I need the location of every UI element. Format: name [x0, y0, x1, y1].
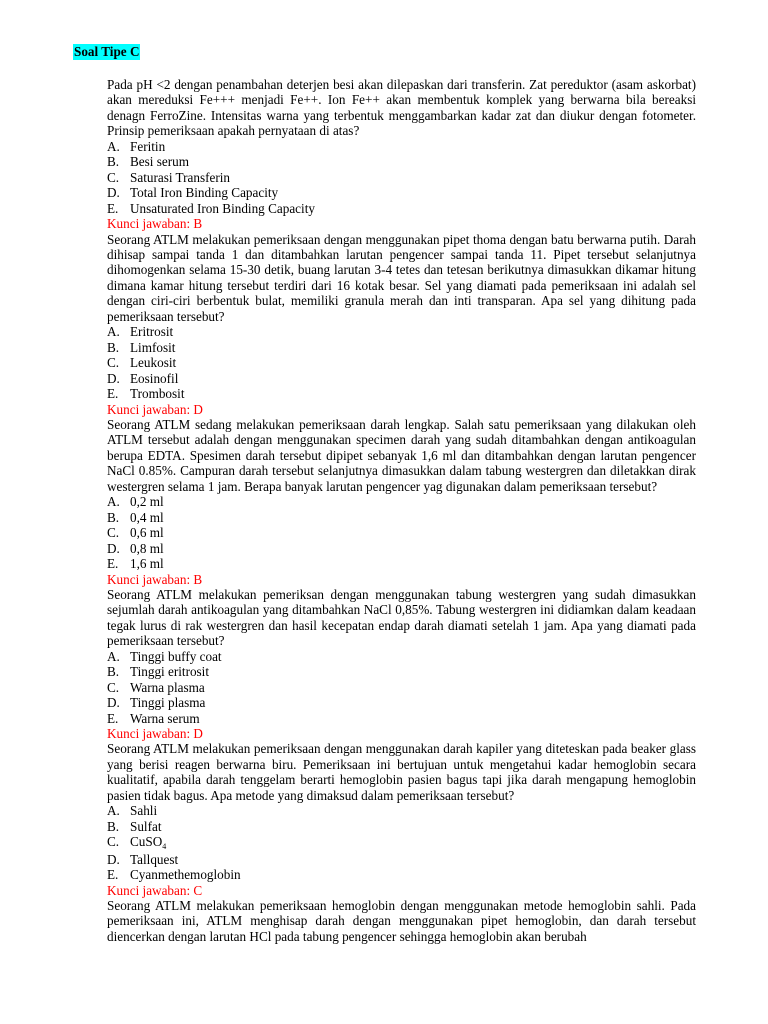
- option-text: [130, 170, 230, 185]
- answer-option: [107, 664, 696, 679]
- answer-option: [107, 510, 696, 525]
- option-text-main: Sulfat: [130, 818, 162, 834]
- question-text: Seorang ATLM melakukan pemeriksaan dengan menggunakan darah kapiler yang diteteskan pada beaker glass yang berisi reagen berwarna biru. Pemeriksaan ini bertujuan untuk mengetahui kadar hemoglobin secara kualitatif, apabila darah tenggelam berarti hemoglobin pasien bagus tapi jika darah mengapung hemoglobin pasien tidak bagus. Apa metode yang dimaksud dalam pemeriksaan tersebut?: [107, 741, 696, 803]
- option-text: [130, 340, 175, 355]
- option-letter: B.: [107, 664, 120, 680]
- option-text-main: Leukosit: [130, 355, 177, 371]
- option-text-main: Tinggi buffy coat: [130, 648, 222, 664]
- answer-option: [107, 494, 696, 509]
- option-text-main: Besi serum: [130, 154, 189, 170]
- option-text-main: Cyanmethemoglobin: [130, 867, 241, 883]
- option-text: [130, 711, 200, 726]
- answer-key: Kunci jawaban: B: [107, 216, 203, 232]
- option-letter: D.: [107, 185, 120, 201]
- option-text-main: Warna serum: [130, 710, 200, 726]
- option-letter: C.: [107, 679, 120, 695]
- option-letter: C.: [107, 169, 120, 185]
- option-text: [130, 556, 164, 571]
- option-text-main: Tinggi eritrosit: [130, 664, 210, 680]
- answer-option: [107, 556, 696, 571]
- option-text: [130, 867, 241, 882]
- answer-options: [107, 494, 696, 571]
- option-text: [130, 185, 278, 200]
- option-text-main: Tallquest: [130, 851, 179, 867]
- option-text: [130, 355, 176, 370]
- option-letter: D.: [107, 370, 120, 386]
- option-letter: B.: [107, 818, 120, 834]
- answer-option: [107, 340, 696, 355]
- option-letter: A.: [107, 494, 120, 510]
- question-text: Seorang ATLM melakukan pemeriksaan hemoglobin dengan menggunakan metode hemoglobin sahli. Pada pemeriksaan ini, ATLM menghisap darah dengan menggunakan pipet hemoglobin, dan darah tersebut diencerkan dengan larutan HCl pada tabung pengencer sehingga hemoglobin akan berubah: [107, 898, 696, 944]
- option-letter: A.: [107, 138, 120, 154]
- option-letter: B.: [107, 509, 120, 525]
- question-list: [107, 77, 696, 944]
- answer-option: [107, 867, 696, 882]
- answer-option: [107, 525, 696, 540]
- answer-option: [107, 324, 696, 339]
- option-text-main: 0,2 ml: [130, 494, 164, 510]
- option-text: [130, 154, 189, 169]
- option-text: [130, 819, 162, 834]
- option-text-main: 1,6 ml: [130, 556, 164, 572]
- option-text: [130, 386, 184, 401]
- option-text-main: 0,8 ml: [130, 540, 164, 556]
- option-letter: A.: [107, 803, 120, 819]
- option-letter: D.: [107, 540, 120, 556]
- option-text: [130, 695, 205, 710]
- option-text: [130, 494, 164, 509]
- answer-option: [107, 649, 696, 664]
- option-text-main: 0,6 ml: [130, 525, 164, 541]
- option-text: [130, 664, 209, 679]
- answer-option: [107, 852, 696, 867]
- option-text-main: CuSO: [130, 834, 163, 850]
- answer-option: [107, 803, 696, 818]
- option-text: [130, 852, 178, 867]
- answer-option: [107, 680, 696, 695]
- option-letter: B.: [107, 154, 120, 170]
- answer-option: [107, 711, 696, 726]
- answer-options: [107, 649, 696, 726]
- option-subscript: 4: [162, 842, 167, 852]
- answer-option: [107, 386, 696, 401]
- answer-option: [107, 154, 696, 169]
- option-text: [130, 834, 166, 851]
- question-text: Pada pH <2 dengan penambahan deterjen besi akan dilepaskan dari transferin. Zat pereduktor (asam askorbat) akan mereduksi Fe+++ menjadi Fe++. Ion Fe++ akan membentuk komplek yang berwarna bila bereaksi denagn FerroZine. Intensitas warna yang terbentuk menggambarkan kadar zat dan diukur dengan fotometer. Prinsip pemeriksaan apakah pernyataan di atas?: [107, 77, 696, 139]
- option-letter: E.: [107, 556, 119, 572]
- option-text: [130, 324, 173, 339]
- answer-option: [107, 819, 696, 834]
- answer-option: [107, 355, 696, 370]
- option-text-main: 0,4 ml: [130, 509, 164, 525]
- answer-key: Kunci jawaban: D: [107, 726, 203, 742]
- option-letter: E.: [107, 710, 119, 726]
- option-text-main: Eosinofil: [130, 370, 179, 386]
- option-text-main: Unsaturated Iron Binding Capacity: [130, 200, 315, 216]
- answer-key: Kunci jawaban: B: [107, 571, 203, 587]
- option-letter: A.: [107, 648, 120, 664]
- answer-option: [107, 185, 696, 200]
- option-text: [130, 649, 222, 664]
- option-text: [130, 525, 164, 540]
- answer-key: Kunci jawaban: D: [107, 401, 203, 417]
- question-text: Seorang ATLM melakukan pemeriksan dengan menggunakan tabung westergren yang sudah dimasukkan sejumlah darah antikoagulan yang ditambahkan NaCl 0,85%. Tabung westergren ini didiamkan dalam keadaan tegak lurus di rak westergren dan hasil kecepatan endap darah diamati setelah 1 jam. Apa yang diamati pada pemeriksaan tersebut?: [107, 586, 696, 649]
- option-text: [130, 201, 315, 216]
- option-letter: C.: [107, 834, 120, 850]
- answer-option: [107, 834, 696, 851]
- option-text: [130, 541, 164, 556]
- option-letter: B.: [107, 339, 120, 355]
- option-letter: E.: [107, 386, 119, 402]
- option-text-main: Limfosit: [130, 339, 176, 355]
- question-text: Seorang ATLM melakukan pemeriksaan dengan menggunakan pipet thoma dengan batu berwarna putih. Darah dihisap sampai tanda 1 dan ditambahkan larutan pengencer sampai tanda 11. Pipet tersebut selanjutnya dihomogenkan selama 15-30 detik, buang larutan 3-4 tetes dan tetesan berikutnya dimasukkan dikamar hitung dimana kamar hitung tersebut terdiri dari 16 kotak besar. Sel yang diamati pada pemeriksaan ini adalah sel dengan ciri-ciri berbentuk bulat, memiliki granula merah dan inti transparan. Apa sel yang dihitung pada pemeriksaan tersebut?: [107, 231, 696, 324]
- answer-option: [107, 371, 696, 386]
- option-text-main: Tinggi plasma: [130, 695, 206, 711]
- answer-key: Kunci jawaban: C: [107, 882, 203, 898]
- answer-options: [107, 803, 696, 882]
- option-text: [130, 803, 157, 818]
- option-text-main: Total Iron Binding Capacity: [130, 185, 279, 201]
- answer-option: [107, 139, 696, 154]
- option-letter: A.: [107, 324, 120, 340]
- answer-options: [107, 324, 696, 401]
- option-letter: E.: [107, 867, 119, 883]
- option-text: [130, 139, 165, 154]
- option-text-main: Sahli: [130, 803, 158, 819]
- page-heading: Soal Tipe C: [74, 44, 140, 59]
- answer-options: [107, 139, 696, 216]
- option-letter: E.: [107, 200, 119, 216]
- answer-option: [107, 201, 696, 216]
- answer-option: [107, 695, 696, 710]
- option-text-main: Warna plasma: [130, 679, 205, 695]
- question-text: Seorang ATLM sedang melakukan pemeriksaan darah lengkap. Salah satu pemeriksaan yang dilakukan oleh ATLM tersebut adalah dengan menggunakan specimen darah yang sudah ditambahkan dengan antikoagulan berupa EDTA. Spesimen darah tersebut dipipet sebanyak 1,6 ml dan ditambahkan dengan larutan pengencer NaCl 0.85%. Campuran darah tersebut selanjutnya dimasukkan dalam tabung westergren dan diletakkan dirak westergren selama 1 jam. Berapa banyak larutan pengencer yag digunakan dalam pemeriksaan tersebut?: [107, 416, 696, 494]
- option-text-main: Eritrosit: [130, 324, 174, 340]
- option-text-main: Trombosit: [130, 386, 185, 402]
- option-text: [130, 371, 178, 386]
- option-text: [130, 680, 205, 695]
- option-letter: D.: [107, 851, 120, 867]
- option-text-main: Saturasi Transferin: [130, 169, 231, 185]
- option-letter: C.: [107, 355, 120, 371]
- option-text-main: Feritin: [130, 138, 166, 154]
- option-text: [130, 510, 164, 525]
- option-letter: D.: [107, 695, 120, 711]
- option-letter: C.: [107, 525, 120, 541]
- answer-option: [107, 541, 696, 556]
- answer-option: [107, 170, 696, 185]
